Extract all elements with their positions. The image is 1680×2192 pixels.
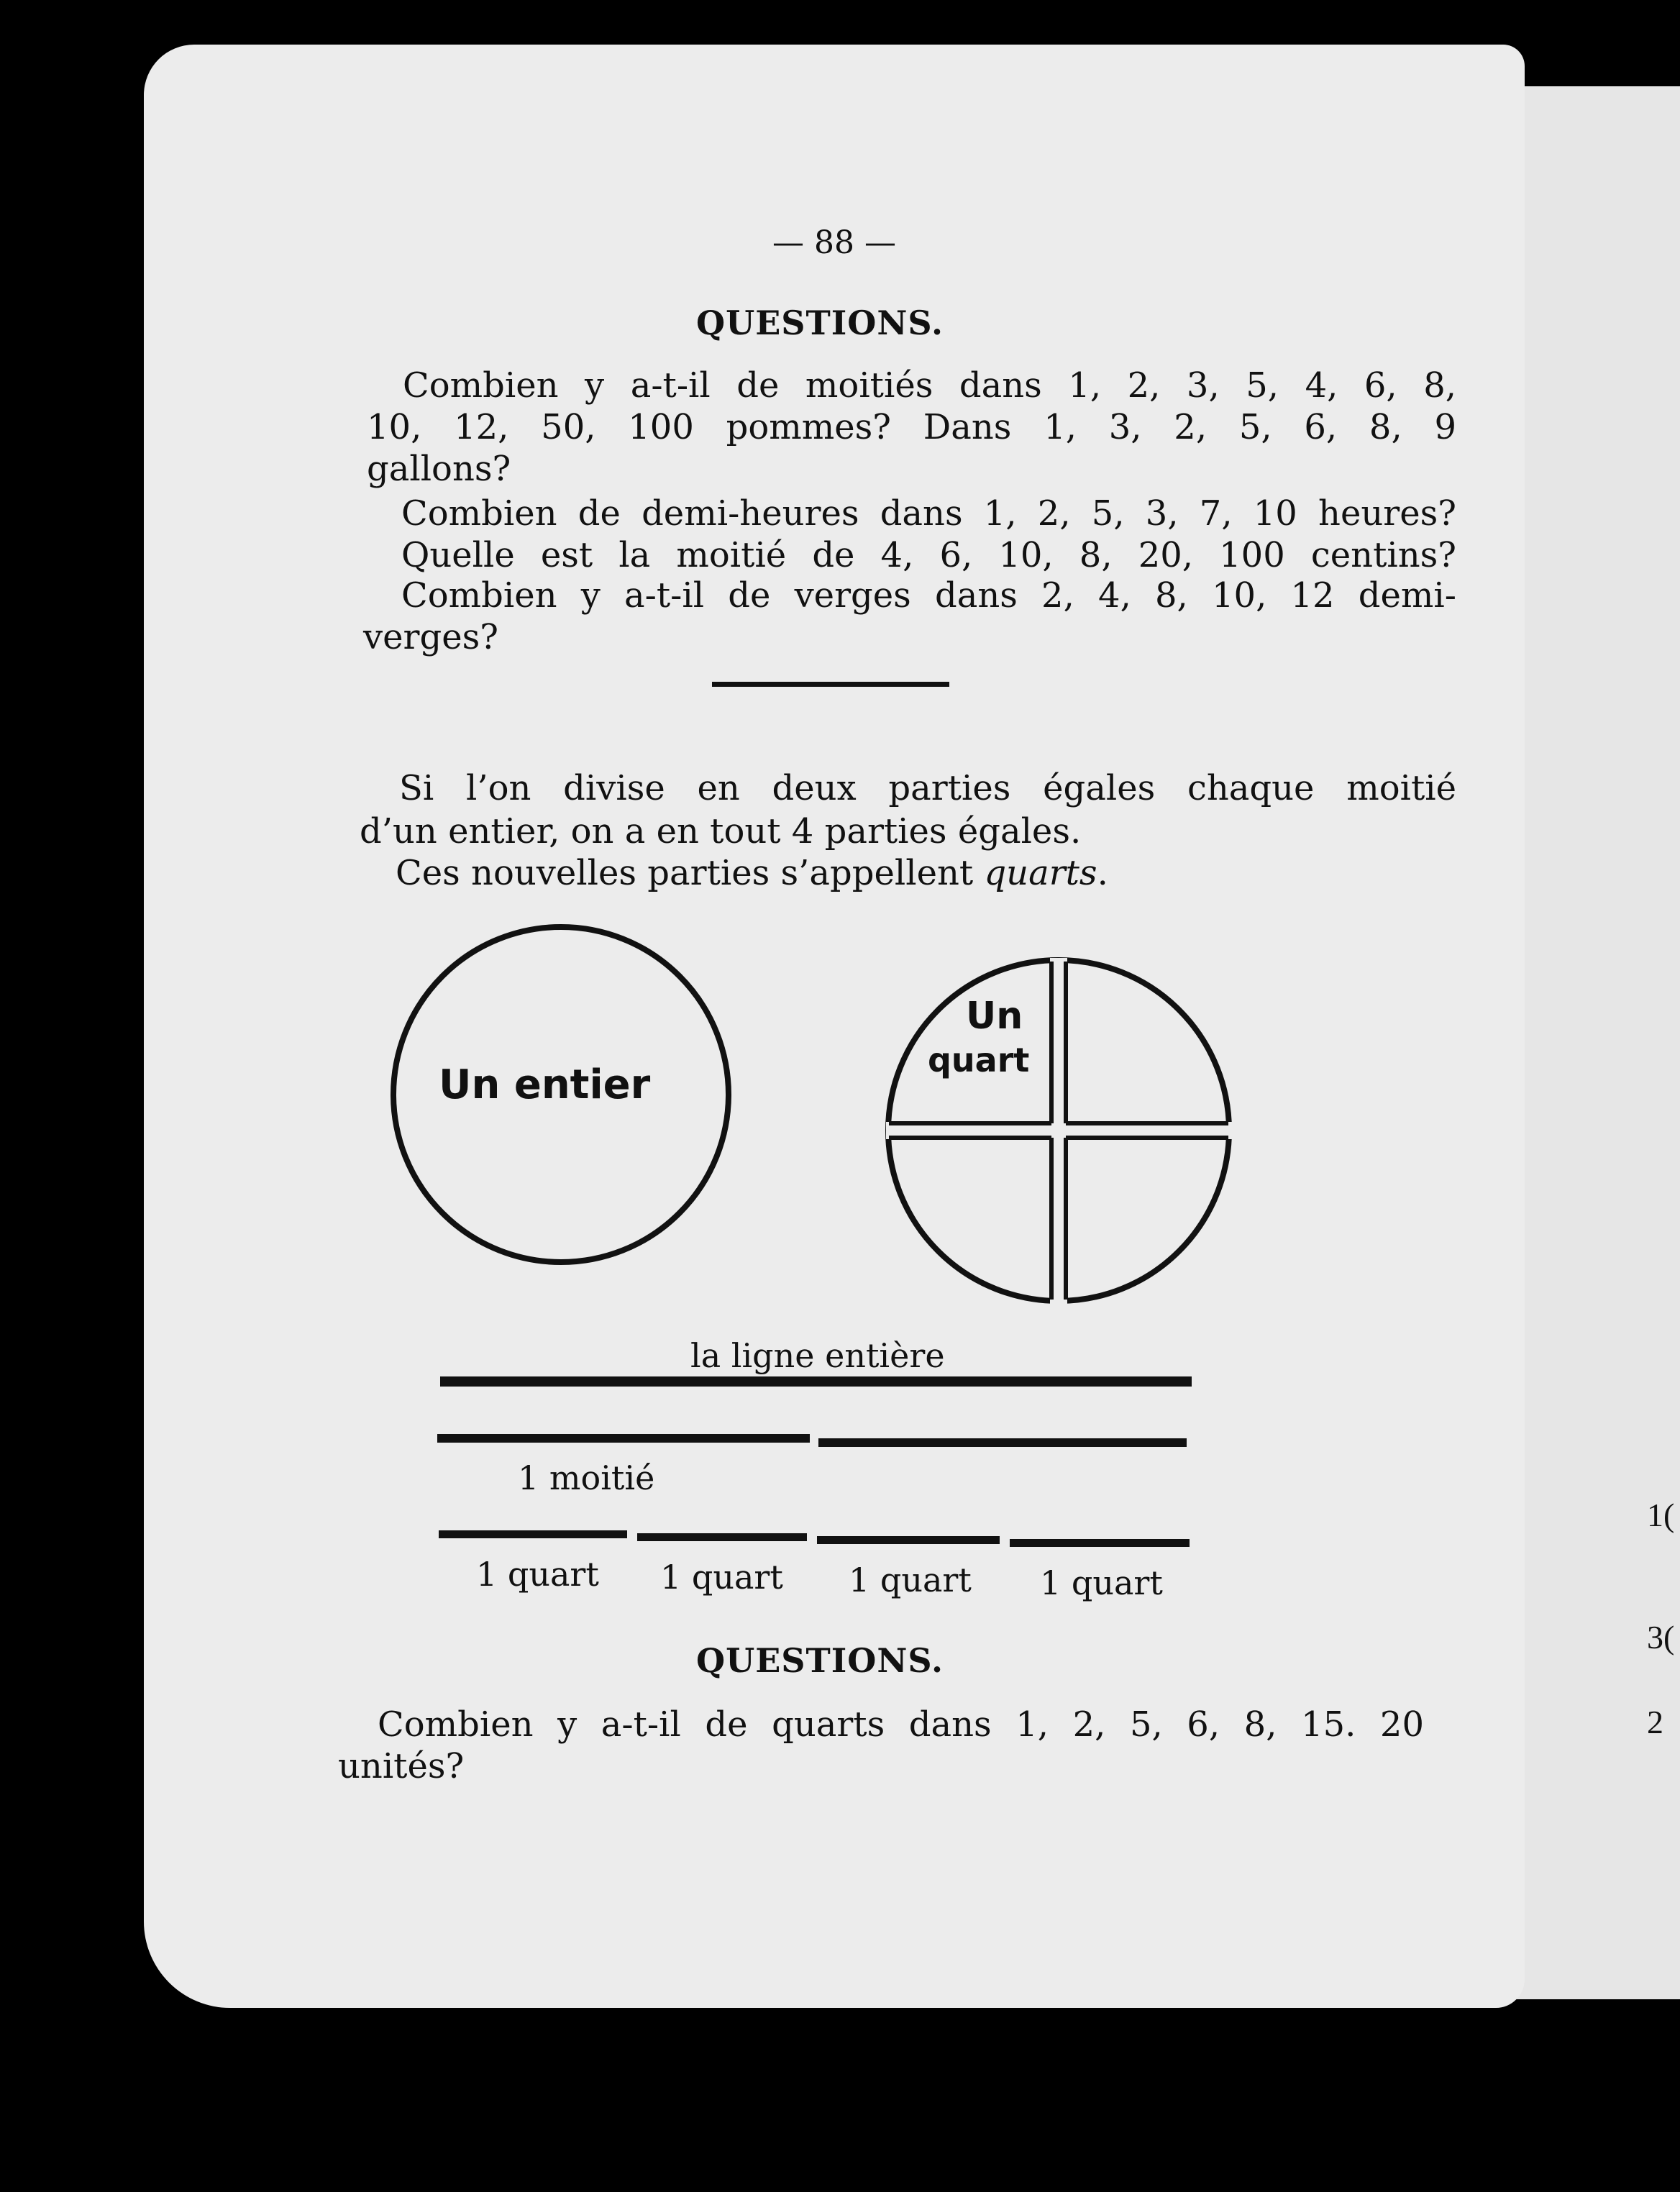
half-line — [437, 1434, 810, 1443]
quarter-label-line1: Un — [966, 995, 1023, 1038]
quarter-label: 1 quart — [660, 1558, 783, 1597]
quarter-line — [1010, 1539, 1190, 1547]
quarter-line — [637, 1533, 807, 1541]
half-label: 1 moitié — [518, 1458, 655, 1497]
text-line: verges? — [363, 617, 498, 657]
half-line — [818, 1438, 1187, 1447]
entire-line — [440, 1376, 1192, 1387]
quarter-label-line2: quart — [928, 1041, 1030, 1079]
text-fragment: Ces nouvelles parties s’appellent — [396, 853, 985, 893]
text-line: gallons? — [367, 449, 511, 489]
text-line: Combien de demi-heures dans 1, 2, 5, 3, 7, 10 heures? — [401, 493, 1456, 534]
line-label-entire: la ligne entière — [690, 1336, 945, 1375]
text-line: d’un entier, on a en tout 4 parties égales. — [360, 811, 1082, 851]
page-number: — 88 — — [772, 224, 896, 261]
book-page — [144, 45, 1525, 2008]
quarter-label: 1 quart — [1040, 1563, 1163, 1602]
text-line: Quelle est la moitié de 4, 6, 10, 8, 20, 100 centins? — [401, 535, 1456, 575]
quarter-label: 1 quart — [476, 1555, 599, 1594]
text-fragment: . — [1097, 853, 1108, 893]
whole-label: Un entier — [439, 1061, 651, 1108]
text-line: Combien y a-t-il de verges dans 2, 4, 8, 10, 12 demi- — [401, 575, 1456, 616]
next-page-fragment: 1( — [1647, 1497, 1675, 1533]
next-page-fragment: 2 — [1647, 1704, 1663, 1740]
section-heading: QUESTIONS. — [696, 303, 944, 342]
quarter-line — [439, 1530, 627, 1538]
next-page-fragment: 3( — [1647, 1619, 1675, 1656]
section-heading: QUESTIONS. — [696, 1641, 944, 1680]
text-line: Combien y a-t-il de moitiés dans 1, 2, 3, 5, 4, 6, 8, — [403, 365, 1456, 406]
term-quarts: quarts — [984, 853, 1097, 893]
quarter-line — [817, 1536, 1000, 1544]
text-line: Combien y a-t-il de quarts dans 1, 2, 5, 6, 8, 15. 20 — [378, 1704, 1424, 1745]
text-line: 10, 12, 50, 100 pommes? Dans 1, 3, 2, 5, 6, 8, 9 — [367, 407, 1456, 447]
quarter-label: 1 quart — [849, 1561, 972, 1599]
text-line: Si l’on divise en deux parties égales chaque moitié — [399, 768, 1456, 808]
text-line: unités? — [338, 1746, 465, 1786]
